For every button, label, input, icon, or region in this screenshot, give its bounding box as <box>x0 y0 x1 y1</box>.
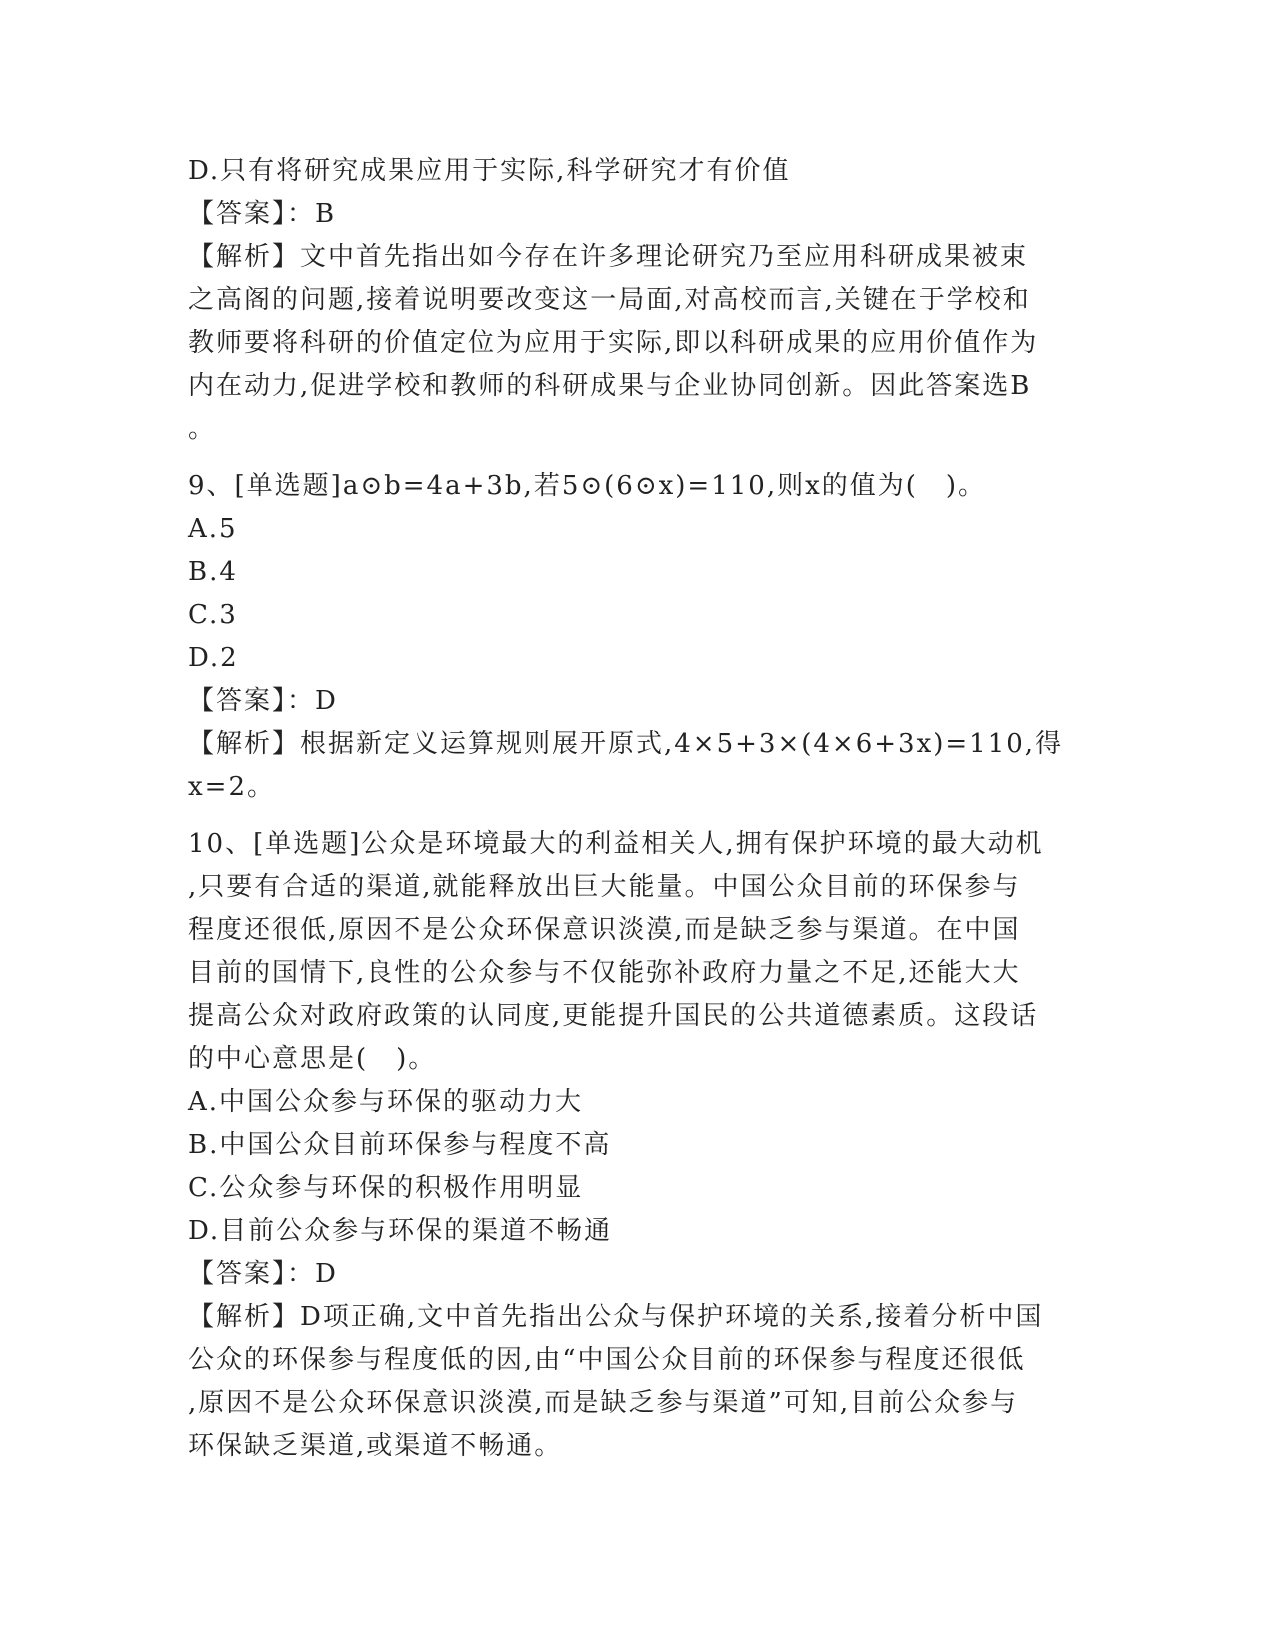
q10-stem-line: 提高公众对政府政策的认同度,更能提升国民的公共道德素质。这段话 <box>188 1001 1039 1031</box>
q9-option-a: A.5 <box>188 514 238 544</box>
q8-option-d: D.只有将研究成果应用于实际,科学研究才有价值 <box>188 156 791 186</box>
q8-analysis-line: 。 <box>188 414 217 444</box>
q10-stem-line: 程度还很低,原因不是公众环保意识淡漠,而是缺乏参与渠道。在中国 <box>188 915 1021 945</box>
q10-option-d: D.目前公众参与环保的渠道不畅通 <box>188 1216 613 1246</box>
q9-option-c: C.3 <box>188 600 238 630</box>
q10-stem-line: 目前的国情下,良性的公众参与不仅能弥补政府力量之不足,还能大大 <box>188 958 1021 988</box>
q10-stem-line: 10、[单选题]公众是环境最大的利益相关人,拥有保护环境的最大动机 <box>188 829 1044 859</box>
q10-answer: 【答案】：D <box>188 1259 338 1289</box>
q10-analysis-line: 环保缺乏渠道,或渠道不畅通。 <box>188 1431 563 1461</box>
q10-analysis-line: 【解析】D项正确,文中首先指出公众与保护环境的关系,接着分析中国 <box>188 1302 1044 1332</box>
q10-stem-line: ,只要有合适的渠道,就能释放出巨大能量。中国公众目前的环保参与 <box>188 872 1021 902</box>
q8-answer: 【答案】：B <box>188 199 337 229</box>
q10-analysis-line: 公众的环保参与程度低的因,由“中国公众目前的环保参与程度还很低 <box>188 1345 1026 1375</box>
q10-stem-line: 的中心意思是( )。 <box>188 1044 437 1074</box>
q9-answer: 【答案】：D <box>188 686 338 716</box>
q9-analysis-line: x=2。 <box>188 772 275 802</box>
q9-option-b: B.4 <box>188 557 238 587</box>
q10-option-c: C.公众参与环保的积极作用明显 <box>188 1173 584 1203</box>
q9-option-d: D.2 <box>188 643 239 673</box>
q9-stem: 9、[单选题]a⊙b=4a+3b,若5⊙(6⊙x)=110,则x的值为( )。 <box>188 471 987 501</box>
q10-option-b: B.中国公众目前环保参与程度不高 <box>188 1130 612 1160</box>
q8-analysis-line: 之高阁的问题,接着说明要改变这一局面,对高校而言,关键在于学校和 <box>188 285 1031 315</box>
document-page <box>188 150 1088 1468</box>
q8-analysis-line: 教师要将科研的价值定位为应用于实际,即以科研成果的应用价值作为 <box>188 328 1039 358</box>
q8-analysis-line: 内在动力,促进学校和教师的科研成果与企业协同创新。因此答案选B <box>188 371 1032 401</box>
q9-analysis-line: 【解析】根据新定义运算规则展开原式,4×5+3×(4×6+3x)=110,得 <box>188 729 1064 759</box>
q8-analysis-line: 【解析】文中首先指出如今存在许多理论研究乃至应用科研成果被束 <box>188 242 1029 272</box>
q10-analysis-line: ,原因不是公众环保意识淡漠,而是缺乏参与渠道”可知,目前公众参与 <box>188 1388 1019 1418</box>
q10-option-a: A.中国公众参与环保的驱动力大 <box>188 1087 584 1117</box>
